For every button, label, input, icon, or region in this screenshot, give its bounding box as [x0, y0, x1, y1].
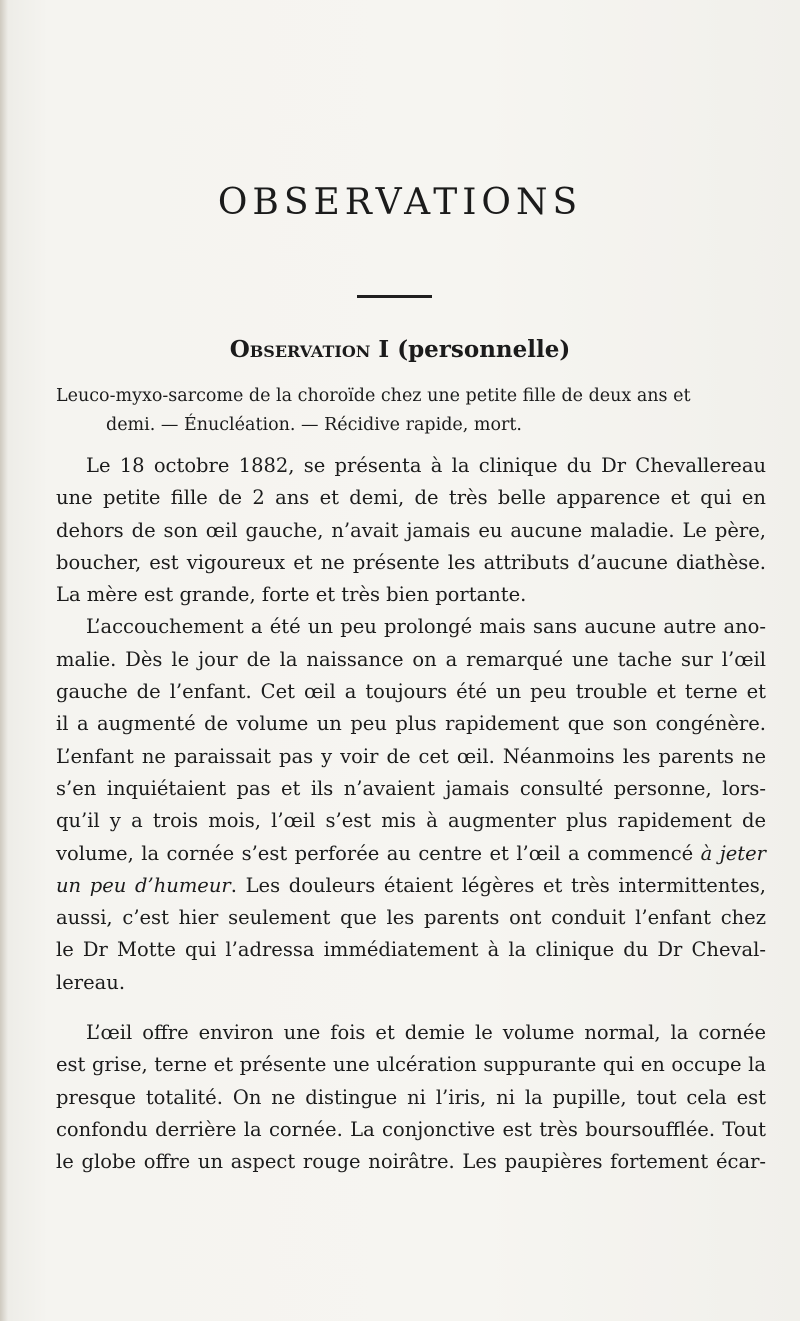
- paragraph-2: [56, 611, 766, 999]
- text-line: L’enfant ne paraissait pas y voir de cet œil. Néanmoins les parents ne: [56, 744, 766, 768]
- section-heading: OBSERVATIONS: [217, 182, 583, 223]
- observation-label: Observation: [229, 336, 371, 363]
- text-line: boucher, est vigoureux et ne présente les attributs d’aucune diathèse.: [56, 550, 766, 574]
- text-line: le globe offre un aspect rouge noirâtre. Les paupières fortement écar-: [56, 1150, 766, 1174]
- observation-title: [0, 336, 800, 363]
- text-segment: volume, la cornée s’est perforée au centre et l’œil a commencé: [56, 841, 701, 865]
- text-line: le Dr Motte qui l’adressa immédiatement à la clinique du Dr Cheval-: [56, 938, 766, 962]
- text-segment: . Les douleurs étaient légères et très intermittentes,: [230, 873, 766, 897]
- text-line: presque totalité. On ne distingue ni l’iris, ni la pupille, tout cela est: [56, 1085, 766, 1109]
- italic-phrase: un peu d’humeur: [56, 873, 231, 897]
- summary-line: Leuco-myxo-sarcome de la choroïde chez une petite fille de deux ans et: [56, 386, 691, 406]
- text-line: La mère est grande, forte et très bien portante.: [56, 583, 527, 607]
- heading-rule: [357, 295, 432, 298]
- paragraph-gap: [56, 999, 766, 1017]
- observation-numeral: I: [378, 336, 390, 363]
- text-line: lereau.: [56, 970, 126, 994]
- text-line: gauche de l’enfant. Cet œil a toujours été un peu trouble et terne et: [56, 680, 766, 704]
- text-line: L’œil offre environ une fois et demie le volume normal, la cornée: [86, 1021, 766, 1045]
- body-text: [56, 450, 766, 1179]
- text-line: Le 18 octobre 1882, se présenta à la clinique du Dr Chevallereau: [86, 454, 766, 477]
- paragraph-1: [56, 450, 766, 611]
- paragraph-3: [56, 1017, 766, 1178]
- text-line: est grise, terne et présente une ulcération suppurante qui en occupe la: [56, 1053, 766, 1077]
- observation-note: (personnelle): [397, 336, 571, 363]
- text-line: [56, 870, 766, 902]
- text-line: confondu derrière la cornée. La conjonctive est très boursoufflée. Tout: [56, 1117, 766, 1141]
- case-summary: [56, 382, 762, 440]
- text-line: il a augmenté de volume un peu plus rapidement que son congénère.: [56, 712, 766, 736]
- text-line: s’en inquiétaient pas et ils n’avaient jamais consulté personne, lors-: [56, 776, 766, 800]
- text-line: dehors de son œil gauche, n’avait jamais eu aucune maladie. Le père,: [56, 518, 766, 542]
- text-line: une petite fille de 2 ans et demi, de très belle apparence et qui en: [56, 486, 766, 510]
- text-line: qu’il y a trois mois, l’œil s’est mis à augmenter plus rapidement de: [56, 809, 766, 833]
- text-line: malie. Dès le jour de la naissance on a remarqué une tache sur l’œil: [56, 647, 766, 671]
- summary-line: demi. — Énucléation. — Récidive rapide, mort.: [106, 415, 522, 435]
- text-line: L’accouchement a été un peu prolongé mais sans aucune autre ano-: [86, 615, 766, 639]
- italic-phrase: à jeter: [700, 841, 767, 865]
- text-line: [56, 838, 766, 870]
- text-line: aussi, c’est hier seulement que les parents ont conduit l’enfant chez: [56, 906, 766, 930]
